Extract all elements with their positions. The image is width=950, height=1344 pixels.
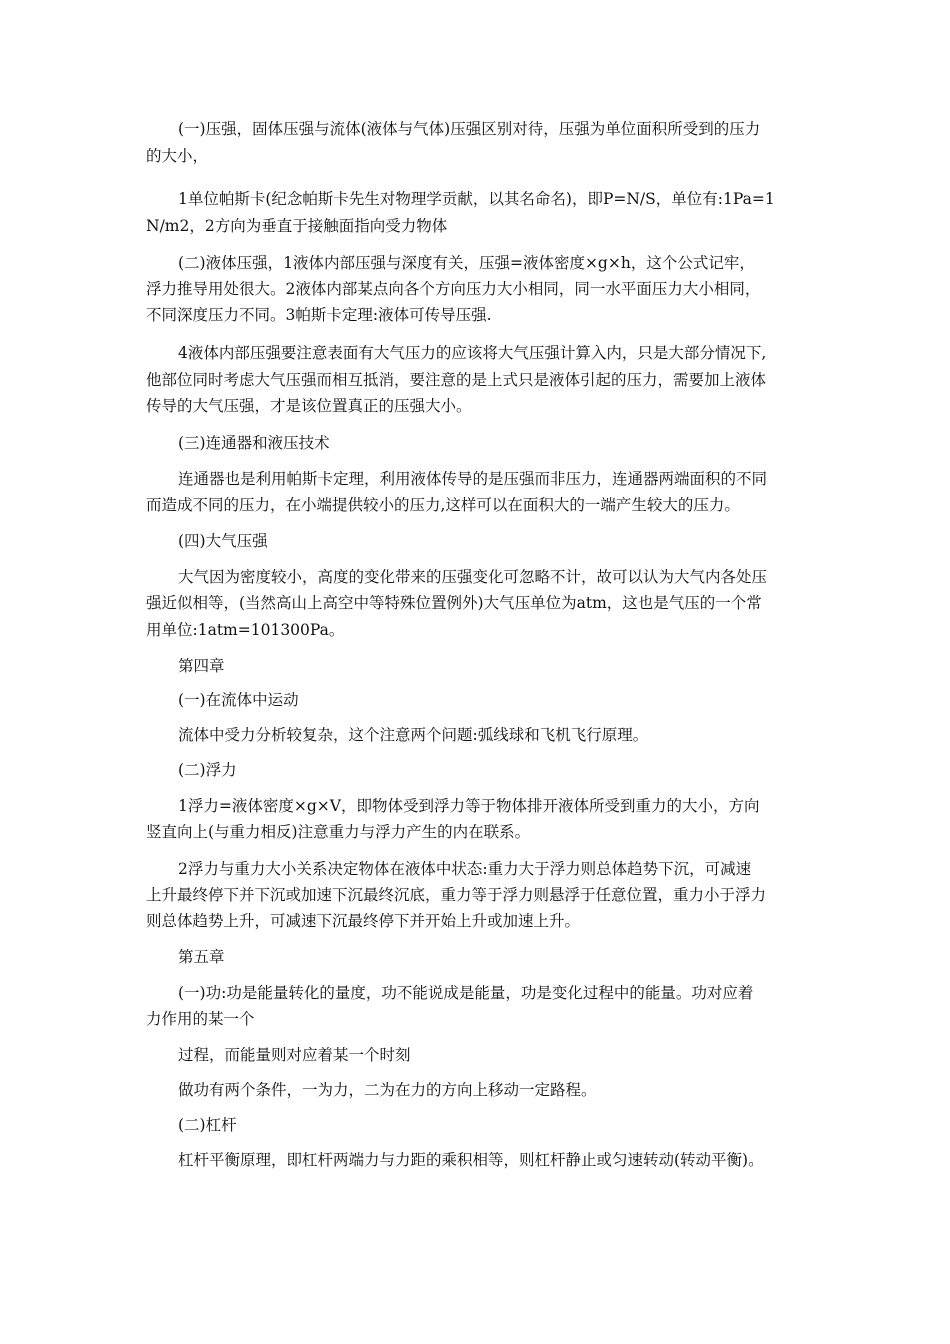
- paragraph-line: 强近似相等，(当然高山上高空中等特殊位置例外)大气压单位为atm，这也是气压的一个常: [146, 594, 762, 612]
- section-heading: (四)大气压强: [178, 532, 268, 550]
- paragraph-line: 不同深度压力不同。3帕斯卡定理:液体可传导压强.: [146, 306, 492, 324]
- paragraph-line: 力作用的某一个: [146, 1010, 255, 1028]
- paragraph-line: 的大小，: [146, 147, 209, 165]
- paragraph-line: 2浮力与重力大小关系决定物体在液体中状态:重力大于浮力则总体趋势下沉，可减速: [178, 860, 752, 878]
- paragraph-line: 传导的大气压强，才是该位置真正的压强大小。: [146, 397, 472, 415]
- paragraph-line: 则总体趋势上升，可减速下沉最终停下并开始上升或加速上升。: [146, 912, 581, 930]
- section-heading: (三)连通器和液压技术: [178, 434, 330, 452]
- paragraph-line: (一)功:功是能量转化的量度，功不能说成是能量，功是变化过程中的能量。功对应着: [178, 984, 754, 1002]
- paragraph-line: 杠杆平衡原理，即杠杆两端力与力距的乘积相等，则杠杆静止或匀速转动(转动平衡)。: [178, 1151, 764, 1169]
- paragraph-line: 连通器也是利用帕斯卡定理，利用液体传导的是压强而非压力，连通器两端面积的不同: [178, 470, 768, 488]
- paragraph-line: 大气因为密度较小，高度的变化带来的压强变化可忽略不计，故可以认为大气内各处压: [178, 568, 768, 586]
- paragraph-line: 他部位同时考虑大气压强而相互抵消，要注意的是上式只是液体引起的压力，需要加上液体: [146, 371, 767, 389]
- paragraph-line: 浮力推导用处很大。2液体内部某点向各个方向压力大小相同，同一水平面压力大小相同，: [146, 280, 761, 298]
- section-heading: (二)浮力: [178, 761, 237, 779]
- paragraph-line: 流体中受力分析较复杂，这个注意两个问题:弧线球和飞机飞行原理。: [178, 726, 649, 744]
- paragraph-line: 上升最终停下并下沉或加速下沉最终沉底，重力等于浮力则悬浮于任意位置，重力小于浮力: [146, 886, 767, 904]
- paragraph-line: 竖直向上(与重力相反)注意重力与浮力产生的内在联系。: [146, 823, 531, 841]
- paragraph-line: 4液体内部压强要注意表面有大气压力的应该将大气压强计算入内，只是大部分情况下,: [178, 344, 767, 362]
- paragraph-line: N/m2，2方向为垂直于接触面指向受力物体: [146, 217, 448, 235]
- paragraph-line: 而造成不同的压力，在小端提供较小的压力,这样可以在面积大的一端产生较大的压力。: [146, 496, 740, 514]
- paragraph-line: 用单位:1atm=101300Pa。: [146, 621, 345, 639]
- paragraph-line: 1浮力=液体密度×g×V，即物体受到浮力等于物体排开液体所受到重力的大小，方向: [178, 797, 760, 815]
- chapter-heading: 第四章: [178, 657, 225, 675]
- section-heading: (二)杠杆: [178, 1116, 237, 1134]
- paragraph-line: (二)液体压强，1液体内部压强与深度有关，压强=液体密度×g×h，这个公式记牢，: [178, 254, 755, 272]
- section-heading: (一)在流体中运动: [178, 691, 299, 709]
- paragraph-line: (一)压强，固体压强与流体(液体与气体)压强区别对待，压强为单位面积所受到的压力: [178, 120, 761, 138]
- paragraph-line: 1单位帕斯卡(纪念帕斯卡先生对物理学贡献，以其名命名)，即P=N/S，单位有:1Pa=1: [178, 190, 775, 208]
- paragraph-line: 做功有两个条件，一为力，二为在力的方向上移动一定路程。: [178, 1081, 597, 1099]
- chapter-heading: 第五章: [178, 948, 225, 966]
- paragraph-line: 过程，而能量则对应着某一个时刻: [178, 1046, 411, 1064]
